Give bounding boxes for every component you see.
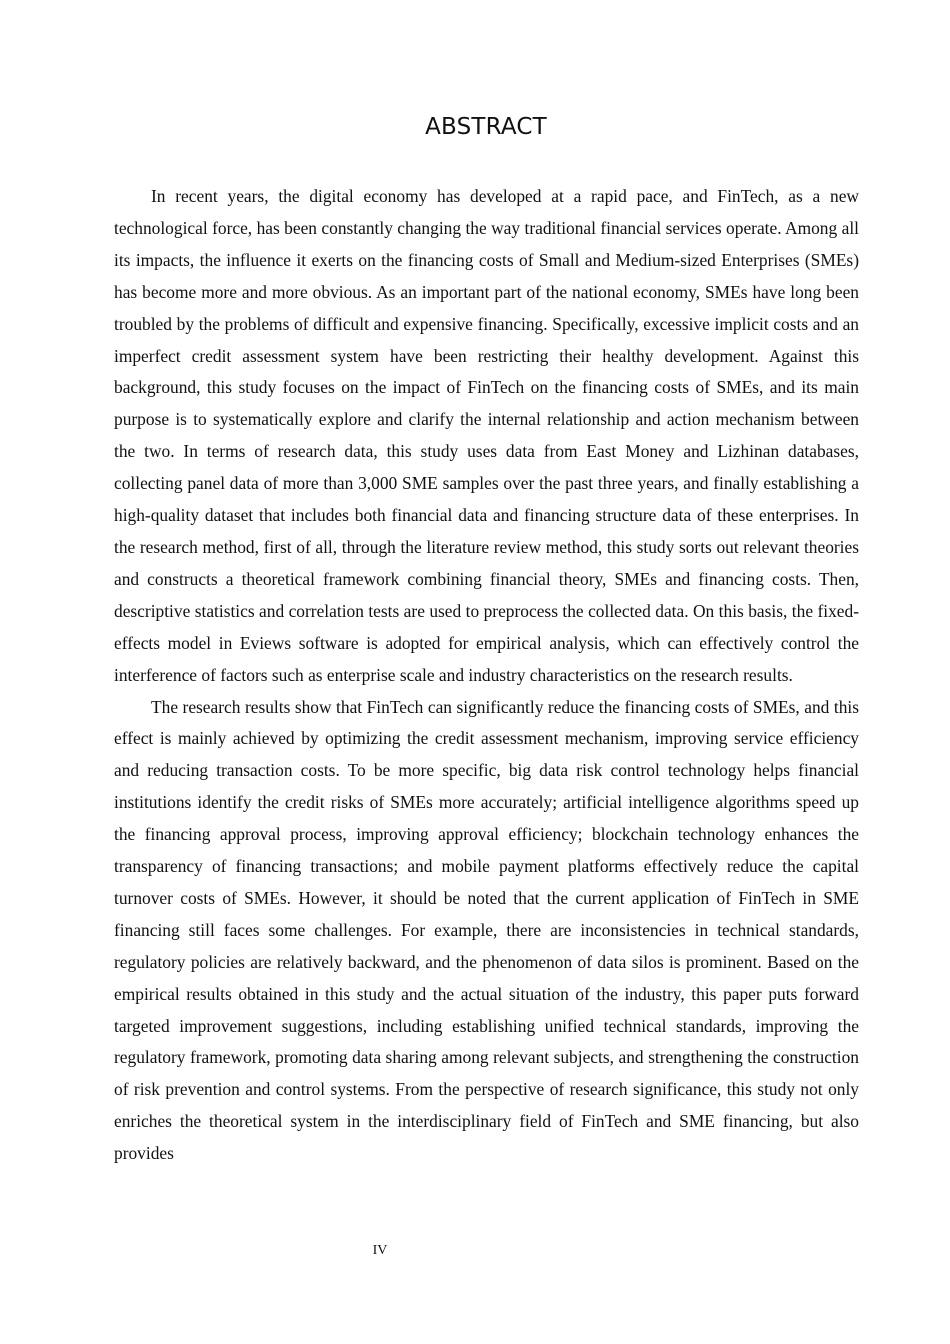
abstract-title: ABSTRACT [425,114,547,140]
abstract-paragraph-1: In recent years, the digital economy has developed at a rapid pace, and FinTech, as a new technological force, has been constantly changing the way traditional financial services operate. Among all its impacts, the influence it exerts on the financing costs of Small and Medium-sized Enterprises (SMEs) has become more and more obvious. As an important part of the national economy, SMEs have long been troubled by the problems of difficult and expensive financing. Specifically, excessive implicit costs and an imperfect credit assessment system have been restricting their healthy development. Against this background, this study focuses on the impact of FinTech on the financing costs of SMEs, and its main purpose is to systematically explore and clarify the internal relationship and action mechanism between the two. In terms of research data, this study uses data from East Money and Lizhinan databases, collecting panel data of more than 3,000 SME samples over the past three years, and finally establishing a high-quality dataset that includes both financial data and financing structure data of these enterprises. In the research method, first of all, through the literature review method, this study sorts out relevant theories and constructs a theoretical framework combining financial theory, SMEs and financing costs. Then, descriptive statistics and correlation tests are used to preprocess the collected data. On this basis, the fixed-effects model in Eviews software is adopted for empirical analysis, which can effectively control the interference of factors such as enterprise scale and industry characteristics on the research results. [114,186,859,685]
page-number: IV [372,1243,388,1258]
abstract-paragraph-2: The research results show that FinTech can significantly reduce the financing costs of SMEs, and this effect is mainly achieved by optimizing the credit assessment mechanism, improving service efficiency and reducing transaction costs. To be more specific, big data risk control technology helps financial institutions identify the credit risks of SMEs more accurately; artificial intelligence algorithms speed up the financing approval process, improving approval efficiency; blockchain technology enhances the transparency of financing transactions; and mobile payment platforms effectively reduce the capital turnover costs of SMEs. However, it should be noted that the current application of FinTech in SME financing still faces some challenges. For example, there are inconsistencies in technical standards, regulatory policies are relatively backward, and the phenomenon of data silos is prominent. Based on the empirical results obtained in this study and the actual situation of the industry, this paper puts forward targeted improvement suggestions, including establishing unified technical standards, improving the regulatory framework, promoting data sharing among relevant subjects, and strengthening the construction of risk prevention and control systems. From the perspective of research significance, this study not only enriches the theoretical system in the interdisciplinary field of FinTech and SME financing, but also provides [114,696,859,1164]
abstract-body [114,181,859,1170]
